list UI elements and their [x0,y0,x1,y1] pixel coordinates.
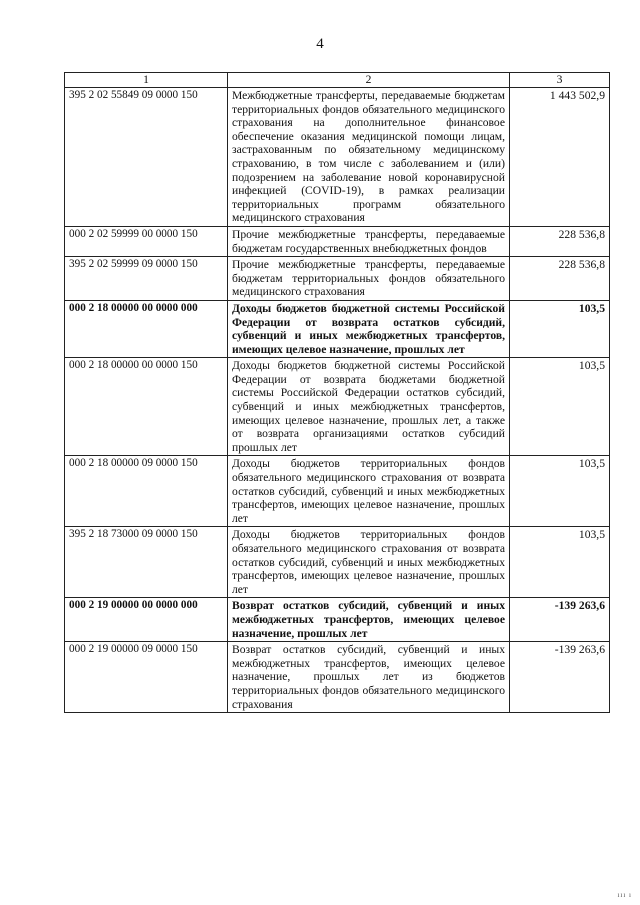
amount-cell: 103,5 [510,456,610,527]
revenue-name-cell: Доходы бюджетов бюджетной системы Российской Федерации от возврата остатков субсидий, субвенций и иных межбюджетных трансфертов, имеющих целевое назначение, прошлых лет [228,300,510,357]
revenue-name-cell: Возврат остатков субсидий, субвенций и иных межбюджетных трансфертов, имеющих целевое назначение, прошлых лет из бюджетов территориальных фондов обязательного медицинского страхования [228,642,510,713]
scan-marks: ııı ı [617,891,632,899]
table-row [65,642,610,713]
table-header-row [65,73,610,88]
revenue-name-cell: Доходы бюджетов территориальных фондов обязательного медицинского страхования от возврата остатков субсидий, субвенций и иных межбюджетных трансфертов, имеющих целевое назначение, прошлых лет [228,456,510,527]
budget-code-cell: 000 2 19 00000 09 0000 150 [65,642,228,713]
table-row [65,257,610,301]
budget-code-cell: 395 2 02 55849 09 0000 150 [65,88,228,227]
table-row [65,88,610,227]
budget-code-cell: 000 2 18 00000 09 0000 150 [65,456,228,527]
budget-code-cell: 000 2 18 00000 00 0000 000 [65,300,228,357]
revenue-name-cell: Доходы бюджетов бюджетной системы Российской Федерации от возврата бюджетами бюджетной системы Российской Федерации остатков субсидий, субвенций и иных межбюджетных трансфертов, имеющих целевое назначение, прошлых лет, а также от возврата организациями остатков субсидий прошлых лет [228,358,510,456]
amount-cell: 228 536,8 [510,226,610,256]
amount-cell: 228 536,8 [510,257,610,301]
budget-code-cell: 395 2 18 73000 09 0000 150 [65,527,228,598]
table-row [65,226,610,256]
amount-cell: -139 263,6 [510,642,610,713]
budget-code-cell: 000 2 19 00000 00 0000 000 [65,598,228,642]
table-row [65,300,610,357]
amount-cell: 103,5 [510,300,610,357]
amount-cell: 1 443 502,9 [510,88,610,227]
revenue-name-cell: Прочие межбюджетные трансферты, передаваемые бюджетам государственных внебюджетных фондов [228,226,510,256]
budget-code-cell: 395 2 02 59999 09 0000 150 [65,257,228,301]
revenue-name-cell: Возврат остатков субсидий, субвенций и иных межбюджетных трансфертов, имеющих целевое назначение, прошлых лет [228,598,510,642]
table-row [65,527,610,598]
budget-code-cell: 000 2 02 59999 00 0000 150 [65,226,228,256]
budget-code-cell: 000 2 18 00000 00 0000 150 [65,358,228,456]
revenue-name-cell: Межбюджетные трансферты, передаваемые бюджетам территориальных фондов обязательного медицинского страхования на дополнительное финансовое обеспечение оказания медицинской помощи лицам, застрахованным по обязательному медицинскому страхованию, в том числе с заболеванием и (или) подозрением на заболевание новой коронавирусной инфекцией (COVID-19), в рамках реализации территориальных программ обязательного медицинского страхования [228,88,510,227]
column-header-code: 1 [65,73,228,88]
revenue-name-cell: Прочие межбюджетные трансферты, передаваемые бюджетам территориальных фондов обязательного медицинского страхования [228,257,510,301]
table-row [65,598,610,642]
budget-revenue-table [64,72,610,713]
amount-cell: -139 263,6 [510,598,610,642]
amount-cell: 103,5 [510,358,610,456]
table-row [65,456,610,527]
amount-cell: 103,5 [510,527,610,598]
column-header-name: 2 [228,73,510,88]
table-row [65,358,610,456]
revenue-name-cell: Доходы бюджетов территориальных фондов обязательного медицинского страхования от возврата остатков субсидий, субвенций и иных межбюджетных трансфертов, имеющих целевое назначение, прошлых лет [228,527,510,598]
column-header-amount: 3 [510,73,610,88]
page-number: 4 [316,36,324,52]
